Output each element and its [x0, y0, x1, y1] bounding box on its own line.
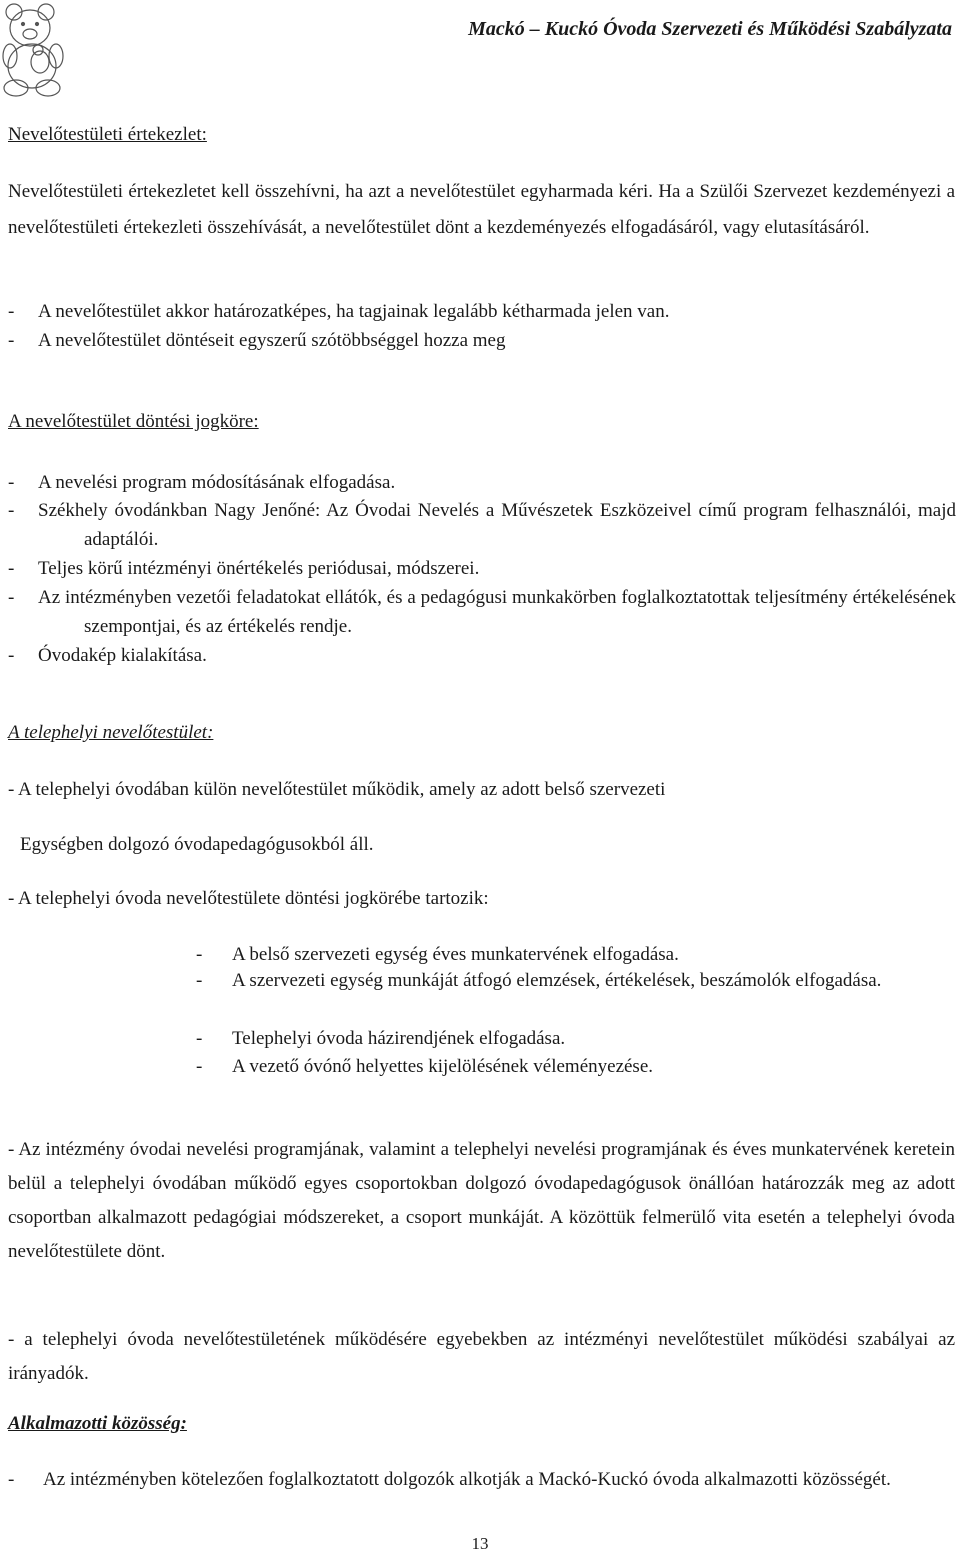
bullet-dash: - [8, 558, 15, 579]
bullet-dash: - [8, 330, 15, 351]
section-heading-alkalmazotti: Alkalmazotti közösség: [8, 1413, 187, 1434]
list-item: - A szervezeti egység munkáját átfogó elemzések, értékelések, beszámolók elfogadása. [196, 966, 954, 996]
bullet-dash: - [196, 1028, 203, 1049]
paragraph-ertekezlet: Nevelőtestületi értekezletet kell összehívni, ha azt a nevelőtestület egyharmada kéri. Ha a Szülői Szervezet kezdeményezi a nevelőtestületi értekezleti összehívását, a nevelőtestület dönt a kezdeményezés elfogadásáról, vagy elutasításáról. [8, 181, 955, 238]
bullet-dash: - [8, 301, 15, 322]
bullet-dash: - [196, 1056, 203, 1077]
bullet-dash: - [8, 472, 15, 493]
section-heading-ertekezlet: Nevelőtestületi értekezlet: [8, 124, 207, 145]
list-item: - Teljes körű intézményi önértékelés periódusai, módszerei. [8, 554, 956, 583]
list-item: - A nevelőtestület akkor határozatképes, ha tagjainak legalább kétharmada jelen van. [8, 297, 956, 326]
bullet-dash: - [8, 645, 15, 666]
list-item: - A belső szervezeti egység éves munkatervének elfogadása. [196, 940, 954, 970]
list-item: - Telephelyi óvoda házirendjének elfogadása. [196, 1024, 954, 1054]
telephelyi-line-2: Egységben dolgozó óvodapedagógusokból áll. [20, 834, 374, 855]
bullet-dash: - [196, 970, 203, 991]
bullet-dash: - [8, 1469, 15, 1490]
section-heading-telephelyi: A telephelyi nevelőtestület: [8, 722, 214, 743]
list-item: - Az intézményben vezetői feladatokat ellátók, és a pedagógusi munkakörben foglalkoztatottak teljesítmény értékelésének szempontjai, és az értékelés rendje. [8, 583, 956, 641]
telephelyi-line-1: - A telephelyi óvodában külön nevelőtestület működik, amely az adott belső szervezeti [8, 779, 666, 800]
bullet-dash: - [8, 500, 15, 521]
list-item: - Óvodakép kialakítása. [8, 641, 956, 670]
list-item: - A vezető óvónő helyettes kijelölésének véleményezése. [196, 1052, 954, 1082]
list-item: - A nevelési program módosításának elfogadása. [8, 468, 956, 497]
telephelyi-paragraph-2: - a telephelyi óvoda nevelőtestületének működésére egyebekben az intézményi nevelőtestület működési szabályai az irányadók. [8, 1329, 955, 1384]
bullet-dash: - [8, 587, 15, 608]
header-title: Mackó – Kuckó Óvoda Szervezeti és Működési Szabályzata [468, 18, 952, 40]
list-item: - Székhely óvodánkban Nagy Jenőné: Az Óvodai Nevelés a Művészetek Eszközeivel című program felhasználói, majd adaptálói. [8, 496, 956, 554]
bullet-dash: - [196, 944, 203, 965]
list-item: - Az intézményben kötelezően foglalkoztatott dolgozók alkotják a Mackó-Kuckó óvoda alkalmazotti közösségét. [8, 1465, 956, 1494]
telephelyi-paragraph-1: - Az intézmény óvodai nevelési programjának, valamint a telephelyi nevelési programjának és éves munkatervének keretein belül a telephelyi óvodában működő egyes csoportokban dolgozó óvodapedagógusok önállóan határozzák meg az adott csoportban alkalmazott pedagógiai módszereket, a csoport munkáját. A közöttük felmerülő vita esetén a telephelyi óvoda nevelőtestülete dönt. [8, 1139, 955, 1262]
teddy-bear-logo [0, 0, 80, 100]
section-heading-jogkor: A nevelőtestület döntési jogköre: [8, 411, 259, 432]
page-number: 13 [471, 1534, 489, 1553]
list-item: - A nevelőtestület döntéseit egyszerű szótöbbséggel hozza meg [8, 326, 956, 355]
telephelyi-line-3: - A telephelyi óvoda nevelőtestülete döntési jogkörébe tartozik: [8, 888, 489, 909]
